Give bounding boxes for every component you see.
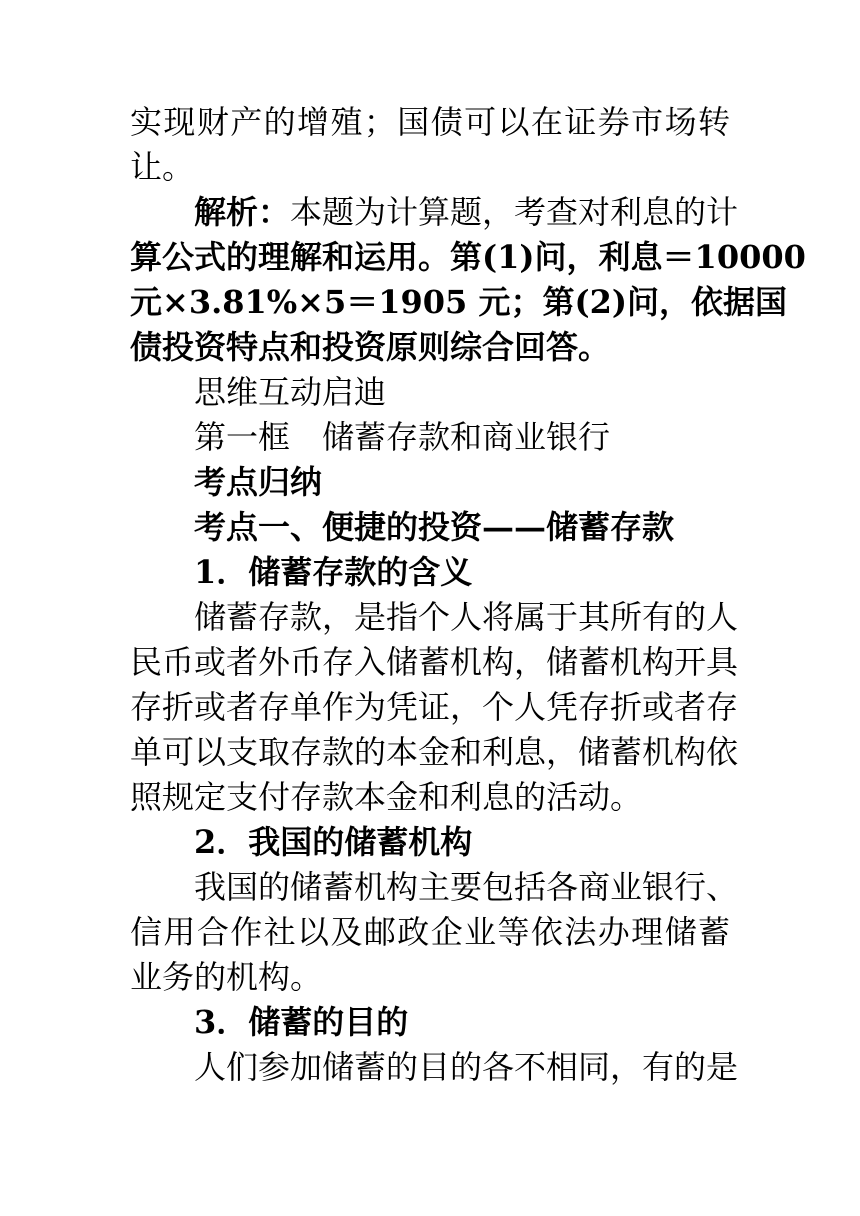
sub1-title: 1．储蓄存款的含义 bbox=[194, 553, 473, 591]
frame-title: 第一框 储蓄存款和商业银行 bbox=[194, 418, 611, 456]
sub1-line: 民币或者外币存入储蓄机构，储蓄机构开具 bbox=[130, 643, 739, 681]
point1-title: 考点一、便捷的投资——储蓄存款 bbox=[194, 508, 675, 546]
document-page bbox=[130, 100, 806, 1090]
sub2-title: 2．我国的储蓄机构 bbox=[194, 823, 473, 861]
analysis-line: 债投资特点和投资原则综合回答。 bbox=[130, 328, 611, 366]
sub1-line: 单可以支取存款的本金和利息，储蓄机构依 bbox=[130, 733, 739, 771]
paragraph-line: 实现财产的增殖；国债可以在证券市场转 bbox=[130, 103, 730, 141]
sub2-line: 我国的储蓄机构主要包括各商业银行、 bbox=[194, 868, 739, 906]
sub2-line: 信用合作社以及邮政企业等依法办理储蓄 bbox=[130, 913, 730, 951]
analysis-line bbox=[130, 190, 739, 235]
sub1-line: 照规定支付存款本金和利息的活动。 bbox=[130, 778, 643, 816]
analysis-text: 本题为计算题，考查对利息的计 bbox=[290, 193, 739, 231]
paragraph-line: 让。 bbox=[130, 148, 195, 186]
sub2-line: 业务的机构。 bbox=[130, 958, 323, 996]
section-title: 思维互动启迪 bbox=[194, 373, 387, 411]
analysis-label: 解析： bbox=[194, 193, 291, 231]
summary-title: 考点归纳 bbox=[194, 463, 323, 501]
sub3-title: 3．储蓄的目的 bbox=[194, 1003, 409, 1041]
analysis-line: 元×3.81%×5＝1905 元；第(2)问，依据国 bbox=[130, 283, 787, 321]
analysis-line: 算公式的理解和运用。第(1)问，利息＝10000 bbox=[130, 238, 806, 276]
sub3-line: 人们参加储蓄的目的各不相同，有的是 bbox=[194, 1048, 739, 1086]
sub1-line: 存折或者存单作为凭证，个人凭存折或者存 bbox=[130, 688, 739, 726]
sub1-line: 储蓄存款，是指个人将属于其所有的人 bbox=[194, 598, 739, 636]
